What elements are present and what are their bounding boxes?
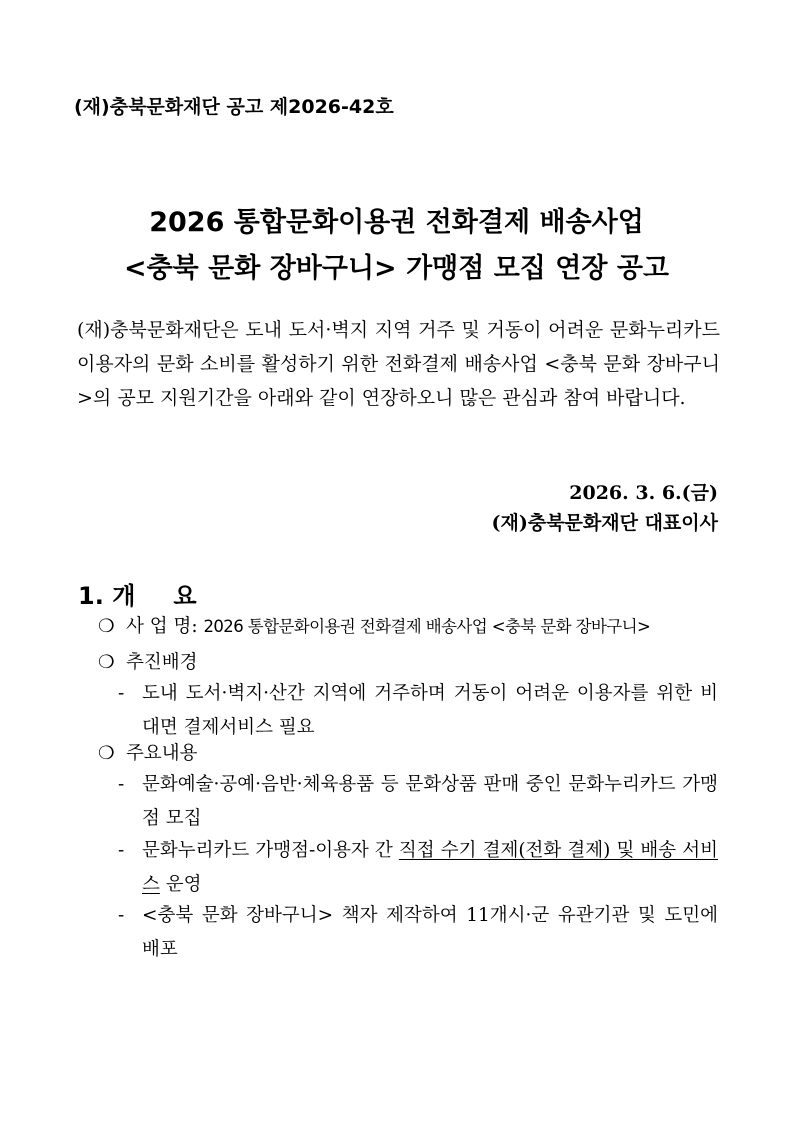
dash-marker: - [118, 683, 125, 704]
business-name-label: 사 업 명: [126, 616, 198, 637]
dash-marker: - [118, 840, 125, 861]
intro-paragraph: (재)충북문화재단은 도내 도서·벽지 지역 거주 및 거동이 어려운 문화누리카드 이용자의 문화 소비를 활성하기 위한 전화결제 배송사업 <충북 문화 장바구니>의 공모 지원기간을 아래와 같이 연장하오니 많은 관심과 참여 바랍니다. [77, 319, 720, 409]
main-content-item-3 [118, 899, 718, 967]
background-label: 추진배경 [126, 652, 198, 673]
signatory: (재)충북문화재단 대표이사 [491, 512, 718, 534]
notice-number: (재)충북문화재단 공고 제2026-42호 [74, 96, 394, 118]
bullet-business-name [98, 612, 650, 638]
title-line-1: 2026 통합문화이용권 전화결제 배송사업 [149, 207, 644, 238]
background-item-text: 도내 도서·벽지·산간 지역에 거주하며 거동이 어려운 이용자를 위한 비대면 결제서비스 필요 [142, 683, 718, 738]
background-item [118, 677, 718, 745]
circle-bullet-icon: ❍ [98, 743, 115, 764]
main-content-label: 주요내용 [126, 743, 198, 764]
main-content-item-2 [118, 834, 718, 902]
main-content-item-2-underlined: 직접 수기 결제(전화 결제) 및 배송 서비스 [142, 840, 718, 895]
bullet-main-content [98, 739, 197, 765]
dash-marker: - [118, 774, 125, 795]
main-content-item-2-post: 운영 [159, 874, 202, 895]
dash-marker: - [118, 905, 125, 926]
title-line-2: <충북 문화 장바구니> 가맹점 모집 연장 공고 [123, 253, 670, 284]
section-heading [78, 576, 197, 611]
main-content-item-1 [118, 768, 718, 836]
section-title-b: 요 [173, 582, 197, 610]
main-content-item-3-text: <충북 문화 장바구니> 책자 제작하여 11개시·군 유관기관 및 도민에 배포 [142, 905, 718, 960]
main-content-item-1-text: 문화예술·공예·음반·체육용품 등 문화상품 판매 중인 문화누리카드 가맹점 모집 [142, 774, 718, 829]
notice-date: 2026. 3. 6.(금) [569, 482, 718, 504]
circle-bullet-icon: ❍ [98, 652, 115, 673]
section-number: 1. [78, 582, 104, 610]
main-content-item-2-pre: 문화누리카드 가맹점-이용자 간 [142, 840, 399, 861]
business-name-value: 2026 통합문화이용권 전화결제 배송사업 <충북 문화 장바구니> [203, 617, 651, 636]
bullet-background [98, 648, 197, 674]
section-title-a: 개 [112, 582, 136, 610]
circle-bullet-icon: ❍ [98, 616, 115, 637]
